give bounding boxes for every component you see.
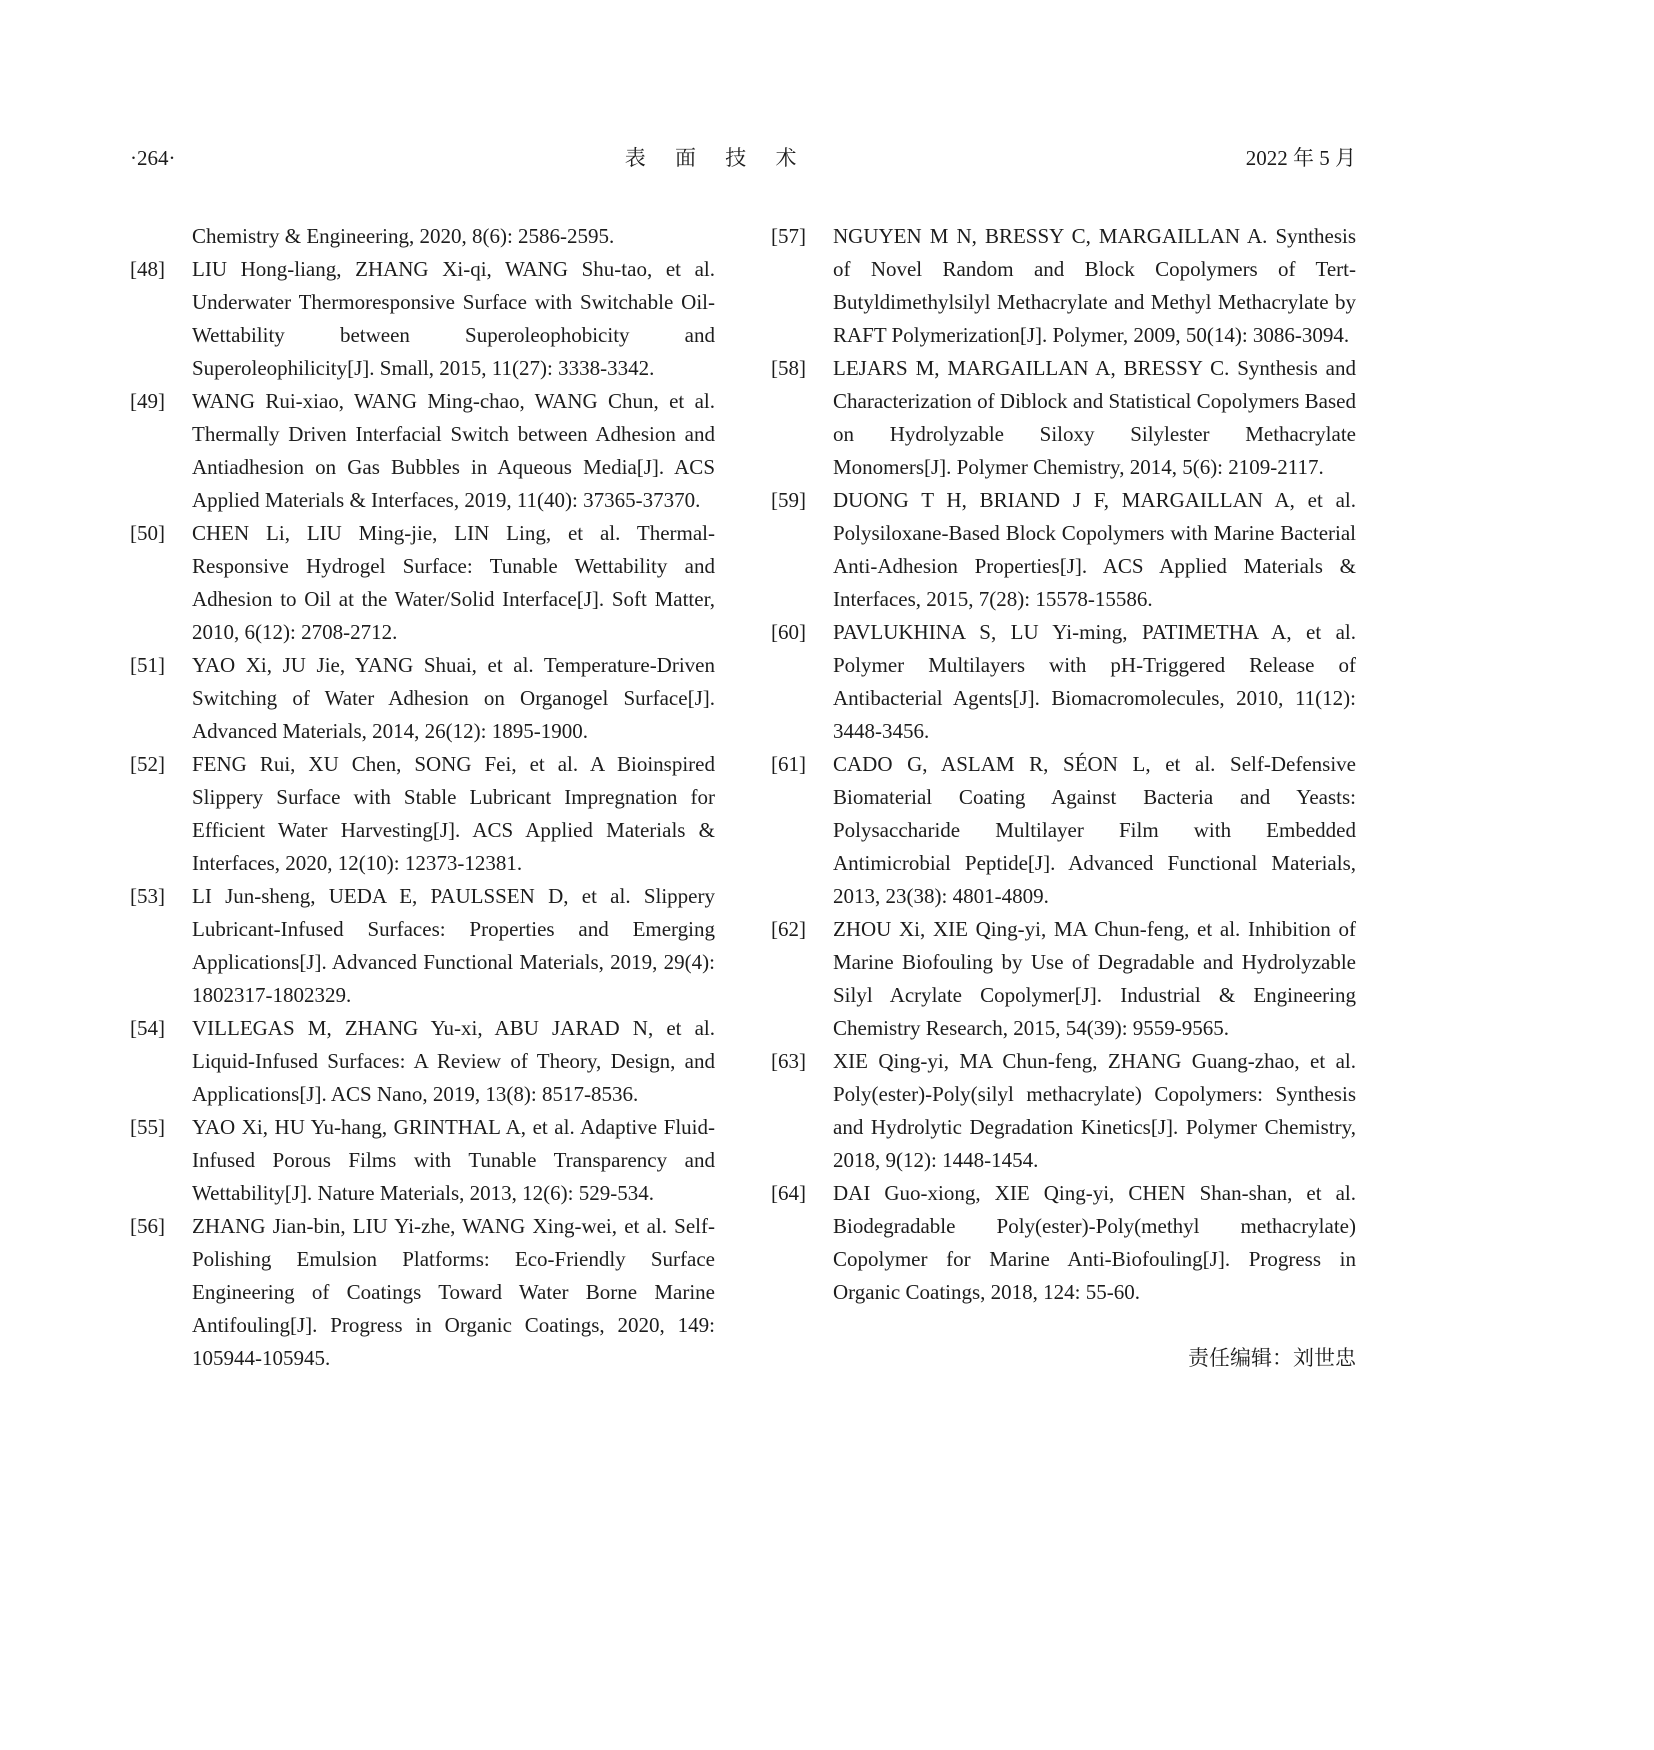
reference-item xyxy=(771,913,1356,1045)
reference-item xyxy=(771,1045,1356,1177)
reference-text: DAI Guo-xiong, XIE Qing-yi, CHEN Shan-shan, et al. Biodegradable Poly(ester)-Poly(methyl methacrylate) Copolymer for Marine Anti-Biofouling[J]. Progress in Organic Coatings, 2018, 124: 55-60. xyxy=(833,1181,1356,1304)
reference-text: ZHOU Xi, XIE Qing-yi, MA Chun-feng, et al. Inhibition of Marine Biofouling by Use of Degradable and Hydrolyzable Silyl Acrylate Copolymer[J]. Industrial & Engineering Chemistry Research, 2015, 54(39): 9559-9565. xyxy=(833,917,1356,1040)
reference-text: YAO Xi, HU Yu-hang, GRINTHAL A, et al. Adaptive Fluid-Infused Porous Films with Tunable Transparency and Wettability[J]. Nature Materials, 2013, 12(6): 529-534. xyxy=(192,1115,715,1205)
issue-date: 2022 年 5 月 xyxy=(1245,146,1356,170)
reference-number: [55] xyxy=(130,1115,165,1139)
reference-number: [48] xyxy=(130,257,165,281)
reference-number: [62] xyxy=(771,917,806,941)
reference-item xyxy=(130,253,715,385)
reference-continuation: Chemistry & Engineering, 2020, 8(6): 2586-2595. xyxy=(192,224,615,248)
reference-item xyxy=(130,385,715,517)
reference-text: ZHANG Jian-bin, LIU Yi-zhe, WANG Xing-wei, et al. Self-Polishing Emulsion Platforms: Eco-Friendly Surface Engineering of Coatings Toward Water Borne Marine Antifouling[J]. Progress in Organic Coatings, 2020, 149: 105944-105945. xyxy=(192,1214,715,1370)
reference-item xyxy=(130,1210,715,1375)
journal-title: 表 面 技 术 xyxy=(624,146,809,170)
editor-note: 责任编辑：刘世忠 xyxy=(1188,1346,1356,1370)
reference-number: [63] xyxy=(771,1049,806,1073)
reference-item xyxy=(130,748,715,880)
reference-number: [57] xyxy=(771,224,806,248)
reference-text: LIU Hong-liang, ZHANG Xi-qi, WANG Shu-tao, et al. Underwater Thermoresponsive Surface with Switchable Oil-Wettability between Superoleophobicity and Superoleophilicity[J]. Small, 2015, 11(27): 3338-3342. xyxy=(192,257,715,380)
reference-item xyxy=(771,352,1356,484)
reference-number: [59] xyxy=(771,488,806,512)
reference-text: CADO G, ASLAM R, SÉON L, et al. Self-Defensive Biomaterial Coating Against Bacteria and Yeasts: Polysaccharide Multilayer Film with Embedded Antimicrobial Peptide[J]. Advanced Functional Materials, 2013, 23(38): 4801-4809. xyxy=(833,752,1356,908)
reference-text: PAVLUKHINA S, LU Yi-ming, PATIMETHA A, et al. Polymer Multilayers with pH-Triggered Release of Antibacterial Agents[J]. Biomacromolecules, 2010, 11(12): 3448-3456. xyxy=(833,620,1356,743)
reference-text: WANG Rui-xiao, WANG Ming-chao, WANG Chun, et al. Thermally Driven Interfacial Switch between Adhesion and Antiadhesion on Gas Bubbles in Aqueous Media[J]. ACS Applied Materials & Interfaces, 2019, 11(40): 37365-37370. xyxy=(192,389,715,512)
reference-item xyxy=(771,220,1356,352)
reference-item xyxy=(130,649,715,748)
right-column xyxy=(771,220,1356,1375)
page-number: ·264· xyxy=(130,146,176,170)
reference-number: [51] xyxy=(130,653,165,677)
page-header xyxy=(130,142,1356,172)
reference-number: [50] xyxy=(130,521,165,545)
reference-number: [64] xyxy=(771,1181,806,1205)
reference-number: [49] xyxy=(130,389,165,413)
reference-number: [60] xyxy=(771,620,806,644)
reference-text: LI Jun-sheng, UEDA E, PAULSSEN D, et al. Slippery Lubricant-Infused Surfaces: Properties and Emerging Applications[J]. Advanced Functional Materials, 2019, 29(4): 1802317-1802329. xyxy=(192,884,715,1007)
reference-number: [61] xyxy=(771,752,806,776)
reference-text: VILLEGAS M, ZHANG Yu-xi, ABU JARAD N, et al. Liquid-Infused Surfaces: A Review of Theory, Design, and Applications[J]. ACS Nano, 2019, 13(8): 8517-8536. xyxy=(192,1016,715,1106)
reference-item xyxy=(771,1177,1356,1309)
reference-number: [56] xyxy=(130,1214,165,1238)
reference-text: FENG Rui, XU Chen, SONG Fei, et al. A Bioinspired Slippery Surface with Stable Lubricant Impregnation for Efficient Water Harvesting[J]. ACS Applied Materials & Interfaces, 2020, 12(10): 12373-12381. xyxy=(192,752,715,875)
reference-columns xyxy=(130,220,1356,1375)
reference-item xyxy=(771,484,1356,616)
reference-item xyxy=(130,517,715,649)
reference-number: [53] xyxy=(130,884,165,908)
reference-text: CHEN Li, LIU Ming-jie, LIN Ling, et al. Thermal-Responsive Hydrogel Surface: Tunable Wettability and Adhesion to Oil at the Water/Solid Interface[J]. Soft Matter, 2010, 6(12): 2708-2712. xyxy=(192,521,715,644)
reference-number: [52] xyxy=(130,752,165,776)
reference-item xyxy=(130,1012,715,1111)
reference-item xyxy=(130,880,715,1012)
reference-number: [58] xyxy=(771,356,806,380)
reference-text: LEJARS M, MARGAILLAN A, BRESSY C. Synthesis and Characterization of Diblock and Statistical Copolymers Based on Hydrolyzable Siloxy Silylester Methacrylate Monomers[J]. Polymer Chemistry, 2014, 5(6): 2109-2117. xyxy=(833,356,1356,479)
reference-text: DUONG T H, BRIAND J F, MARGAILLAN A, et al. Polysiloxane-Based Block Copolymers with Marine Bacterial Anti-Adhesion Properties[J]. ACS Applied Materials & Interfaces, 2015, 7(28): 15578-15586. xyxy=(833,488,1356,611)
reference-text: NGUYEN M N, BRESSY C, MARGAILLAN A. Synthesis of Novel Random and Block Copolymers of Tert-Butyldimethylsilyl Methacrylate and Methyl Methacrylate by RAFT Polymerization[J]. Polymer, 2009, 50(14): 3086-3094. xyxy=(833,224,1356,347)
reference-item xyxy=(130,1111,715,1210)
reference-text: YAO Xi, JU Jie, YANG Shuai, et al. Temperature-Driven Switching of Water Adhesion on Organogel Surface[J]. Advanced Materials, 2014, 26(12): 1895-1900. xyxy=(192,653,715,743)
reference-item xyxy=(771,616,1356,748)
reference-number: [54] xyxy=(130,1016,165,1040)
reference-text: XIE Qing-yi, MA Chun-feng, ZHANG Guang-zhao, et al. Poly(ester)-Poly(silyl methacrylate) Copolymers: Synthesis and Hydrolytic Degradation Kinetics[J]. Polymer Chemistry, 2018, 9(12): 1448-1454. xyxy=(833,1049,1356,1172)
reference-item xyxy=(771,748,1356,913)
left-column xyxy=(130,220,715,1375)
